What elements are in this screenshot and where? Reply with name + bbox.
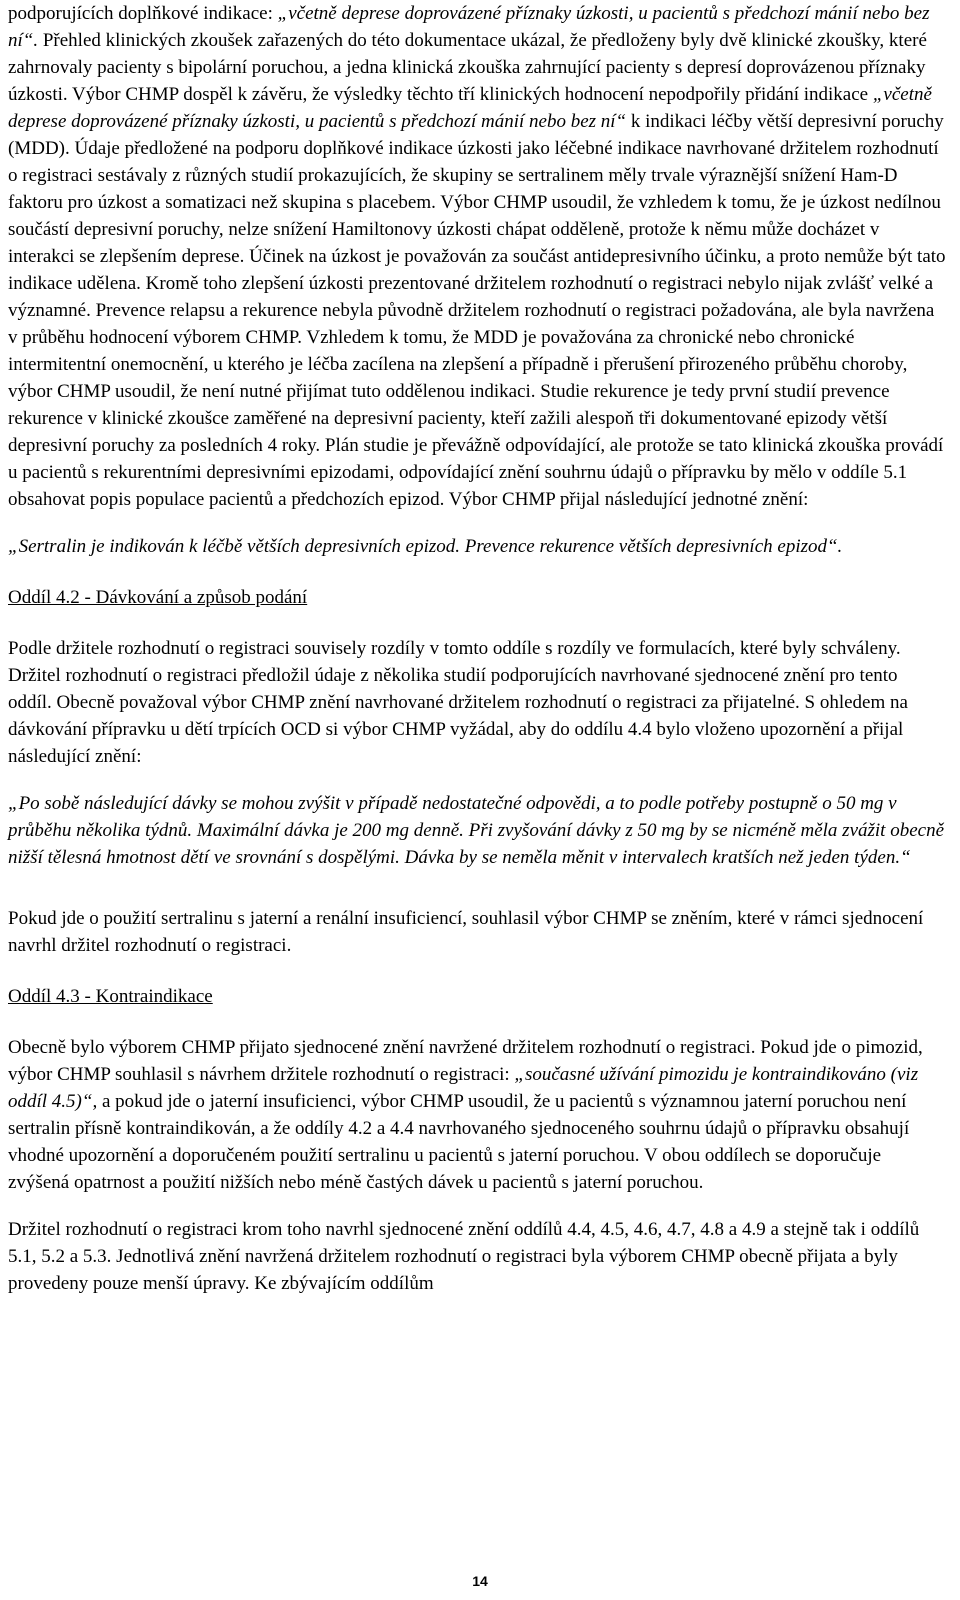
- section-heading-4-3: Oddíl 4.3 - Kontraindikace: [8, 986, 213, 1007]
- quoted-indication: „včetně deprese doprovázené příznaky úzkosti, u pacientů s předchozí mánií nebo bez ní“.: [8, 3, 930, 51]
- quote-dosing-children: „Po sobě následující dávky se mohou zvýšit v případě nedostatečné odpovědi, a to podle potřeby postupně o 50 mg v průběhu několika týdnů. Maximální dávka je 200 mg denně. Při zvyšování dávky z 50 mg by se nicméně měla zvážit obecně nižší tělesná hmotnost dětí ve srovnání s dospělými. Dávka by se neměla měnit v intervalech kratších než jeden týden.“: [8, 793, 945, 868]
- paragraph-hepatic-renal: Pokud jde o použití sertralinu s jaterní a renální insuficiencí, souhlasil výbor CHMP se zněním, které v rámci sjednocení navrhl držitel rozhodnutí o registraci.: [8, 908, 924, 956]
- paragraph-contraindications: Obecně bylo výborem CHMP přijato sjednocené znění navržené držitelem rozhodnutí o registraci. Pokud jde o pimozid, výbor CHMP souhlasil s návrhem držitele rozhodnutí o registraci: „současné užívání pimozidu je kontraindikováno (viz oddíl 4.5)“, a pokud jde o jaterní insuficienci, výbor CHMP usoudil, že u pacientů s významnou jaterní poruchou není sertralin přísně kontraindikován, a že oddíly 4.2 a 4.4 navrhovaného sjednoceného souhrnu údajů o přípravku obsahují vhodné upozornění a doporučeném použití sertralinu u pacientů s jaterní poruchou. V obou oddílech se doporučuje zvýšená opatrnost a použití nižších nebo méně častých dávek u pacientů s jaterní poruchou.: [8, 1037, 923, 1193]
- quoted-pimozide: „současné užívání pimozidu je kontraindikováno (viz oddíl 4.5)“,: [8, 1064, 919, 1112]
- paragraph-indications-review: podporujících doplňkové indikace: „včetně deprese doprovázené příznaky úzkosti, u pacientů s předchozí mánií nebo bez ní“. Přehled klinických zkoušek zařazených do této dokumentace ukázal, že předloženy byly dvě klinické zkoušky, které zahrnovaly pacienty s bipolární poruchou, a jedna klinická zkouška zahrnující pacienty s depresí doprovázenou příznaky úzkosti. Výbor CHMP dospěl k závěru, že výsledky těchto tří klinických hodnocení nepodpořily přidání indikace „včetně deprese doprovázené příznaky úzkosti, u pacientů s předchozí mánií nebo bez ní“ k indikaci léčby větší depresivní poruchy (MDD). Údaje předložené na podporu doplňkové indikace úzkosti jako léčebné indikace navrhované držitelem rozhodnutí o registraci sestávaly z různých studií prokazujících, že skupiny se sertralinem měly trvale výraznější snížení Ham-D faktoru pro úzkost a somatizaci než skupina s placebem. Výbor CHMP usoudil, že vzhledem k tomu, že je úzkost nedílnou součástí depresivní poruchy, nelze snížení Hamiltonovy úzkosti chápat odděleně, protože k němu může docházet v interakci se zlepšením deprese. Účinek na úzkost je považován za součást antidepresivního účinku, a proto nemůže být tato indikace udělena. Kromě toho zlepšení úzkosti prezentované držitelem rozhodnutí o registraci nebylo nijak zvlášť velké a významné. Prevence relapsu a rekurence nebyla původně držitelem rozhodnutí o registraci požadována, ale byla navržena v průběhu hodnocení výborem CHMP. Vzhledem k tomu, že MDD je považována za chronické nebo chronické intermitentní onemocnění, u kterého je léčba zacílena na zlepšení a případně i přerušení přirozeného průběhu choroby, výbor CHMP usoudil, že není nutné přijímat tuto oddělenou indikaci. Studie rekurence je tedy první studií prevence rekurence v klinické zkoušce zaměřené na depresivní pacienty, kteří zažili alespoň tři dokumentované epizody větší depresivní poruchy za posledních 4 roky. Plán studie je převážně odpovídající, ale protože se tato klinická zkouška provádí u pacientů s rekurentními depresivními epizodami, odpovídající znění souhrnu údajů o přípravku by mělo v oddíle 5.1 obsahovat popis populace pacientů a předchozích epizod. Výbor CHMP přijal následující jednotné znění:: [8, 3, 946, 510]
- paragraph-other-sections: Držitel rozhodnutí o registraci krom toho navrhl sjednocené znění oddílů 4.4, 4.5, 4.6, 4.7, 4.8 a 4.9 a stejně tak i oddílů 5.1, 5.2 a 5.3. Jednotlivá znění navržená držitelem rozhodnutí o registraci byla výborem CHMP obecně přijata a byly provedeny pouze menší úpravy. Ke zbývajícím oddílům: [8, 1219, 920, 1294]
- section-heading-4-2: Oddíl 4.2 - Dávkování a způsob podání: [8, 587, 308, 608]
- paragraph-dosing: Podle držitele rozhodnutí o registraci souvisely rozdíly v tomto oddíle s rozdíly ve formulacích, které byly schváleny. Držitel rozhodnutí o registraci předložil údaje z několika studií podporujících navrhované sjednocené znění pro tento oddíl. Obecně považoval výbor CHMP znění navrhované držitelem rozhodnutí o registraci za přijatelné. S ohledem na dávkování přípravku u dětí trpících OCD si výbor CHMP vyžádal, aby do oddílu 4.4 bylo vloženo upozornění a přijal následující znění:: [8, 638, 908, 767]
- quoted-indication: „včetně deprese doprovázené příznaky úzkosti, u pacientů s předchozí mánií nebo bez ní“: [8, 84, 932, 132]
- page-number: 14: [472, 1573, 488, 1589]
- quote-adopted-wording: „Sertralin je indikován k léčbě větších depresivních epizod. Prevence rekurence větších depresivních epizod“.: [8, 536, 843, 557]
